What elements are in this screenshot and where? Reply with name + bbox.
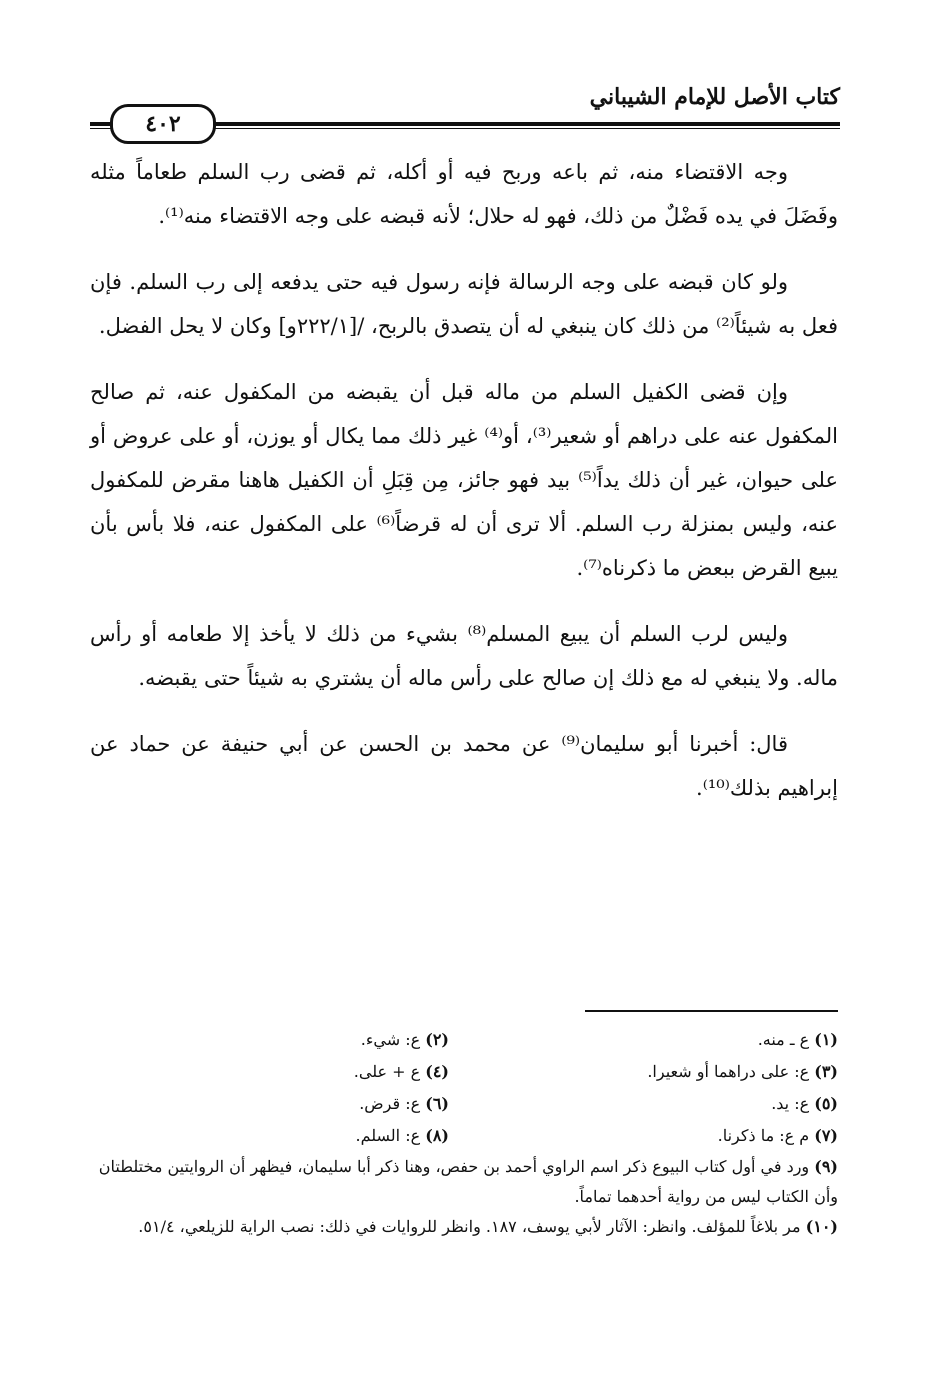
footnote-text: ع + على.: [353, 1062, 421, 1081]
footnote: [90, 1024, 449, 1056]
page-header: [90, 82, 840, 142]
footnote-number: (٨): [425, 1126, 449, 1145]
paragraph: قال: أخبرنا أبو سليمان⁽⁹⁾ عن محمد بن الحسن عن أبي حنيفة عن حماد عن إبراهيم بذلك⁽¹⁰⁾.: [90, 732, 838, 800]
footnote: [90, 1056, 449, 1088]
footnote: [479, 1088, 838, 1120]
running-title: كتاب الأصل للإمام الشيباني: [589, 84, 840, 110]
footnote: [90, 1152, 838, 1212]
footnote: [90, 1088, 449, 1120]
footnote-text: مر بلاغاً للمؤلف. وانظر: الآثار لأبي يوسف، ١٨٧. وانظر للروايات في ذلك: نصب الراية للزيلعي، ٥١/٤.: [138, 1217, 801, 1236]
footnote-number: (٣): [814, 1062, 838, 1081]
footnote: [90, 1120, 449, 1152]
footnote-text: ع ـ منه.: [757, 1030, 810, 1049]
footnote-text: ع: قرض.: [359, 1094, 421, 1113]
footnote-text: م ع: ما ذكرنا.: [717, 1126, 810, 1145]
footnote: [479, 1120, 838, 1152]
footnote-number: (٩): [814, 1157, 838, 1176]
footnote: [90, 1212, 838, 1242]
footnote: [479, 1056, 838, 1088]
paragraph: ولو كان قبضه على وجه الرسالة فإنه رسول فيه حتى يدفعه إلى رب السلم. فإن فعل به شيئاً⁽²⁾ من ذلك كان ينبغي له أن يتصدق بالربح، /[٢٢٢/١و] وكان لا يحل الفضل.: [90, 270, 838, 338]
footnote-text: ع: السلم.: [355, 1126, 421, 1145]
footnotes: [90, 1024, 838, 1242]
footnote-text: ورد في أول كتاب البيوع ذكر اسم الراوي أحمد بن حفص، وهنا ذكر أبا سليمان، فيظهر أن الروايتين مختلطتان وأن الكتاب ليس من رواية أحدهما تماماً.: [98, 1157, 838, 1206]
footnote-text: ع: يد.: [771, 1094, 810, 1113]
footnote-number: (١٠): [805, 1217, 838, 1236]
footnote-grid: [90, 1024, 838, 1152]
footnote-text: ع: على دراهما أو شعيرا.: [647, 1062, 810, 1081]
page-number: ٤٠٢: [110, 104, 216, 144]
footnote: [479, 1024, 838, 1056]
footnote-number: (٥): [814, 1094, 838, 1113]
footnote-number: (٧): [814, 1126, 838, 1145]
body-text: [90, 150, 838, 832]
paragraph: وإن قضى الكفيل السلم من ماله قبل أن يقبضه من المكفول عنه، ثم صالح المكفول عنه على دراهم أو شعير⁽³⁾، أو⁽⁴⁾ غير ذلك مما يكال أو يوزن، أو على عروض أو على حيوان، غير أن ذلك يداً⁽⁵⁾ بيد فهو جائز، مِن قِبَلِ أن الكفيل هاهنا مقرض للمكفول عنه، وليس بمنزلة رب السلم. ألا ترى أن له قرضاً⁽⁶⁾ على المكفول عنه، فلا بأس بأن يبيع القرض ببعض ما ذكرناه⁽⁷⁾.: [90, 380, 838, 580]
footnote-number: (٦): [425, 1094, 449, 1113]
footnote-number: (١): [814, 1030, 838, 1049]
footnote-text: ع: شيء.: [360, 1030, 421, 1049]
paragraph: وجه الاقتضاء منه، ثم باعه وربح فيه أو أكله، ثم قضى رب السلم طعاماً مثله وفَضَلَ في يده فَضْلٌ من ذلك، فهو له حلال؛ لأنه قبضه على وجه الاقتضاء منه⁽¹⁾.: [90, 160, 838, 228]
footnote-number: (٤): [425, 1062, 449, 1081]
paragraph: وليس لرب السلم أن يبيع المسلم⁽⁸⁾ بشيء من ذلك لا يأخذ إلا طعامه أو رأس ماله. ولا ينبغي له مع ذلك إن صالح على رأس ماله أن يشتري به شيئاً حتى يقبضه.: [90, 622, 838, 690]
footnote-number: (٢): [425, 1030, 449, 1049]
footnote-separator: [585, 1010, 838, 1012]
